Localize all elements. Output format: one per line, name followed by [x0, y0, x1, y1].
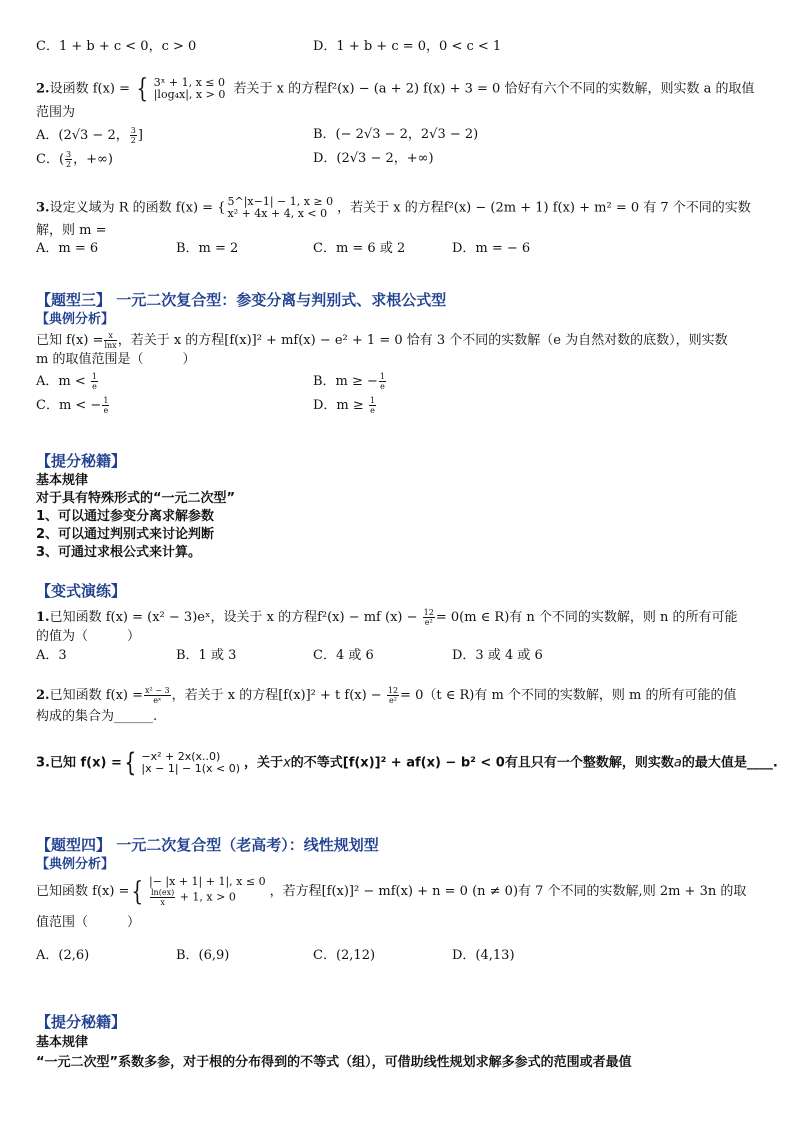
piecewise-cases	[154, 77, 226, 101]
question-text-cont: ，若关于 x 的方程f²(x) − (2m + 1) f(x) + m² = 0 有 7 个不同的实数	[337, 200, 751, 216]
piecewise-cases: −x² + 2x(x..0) |x − 1| − 1(x < 0)	[141, 750, 241, 775]
option-a: A．(2,6)	[36, 948, 90, 963]
section-title-type3: 【题型三】 一元二次复合型：参变分离与判别式、求根公式型	[36, 291, 447, 309]
section-title-type4: 【题型四】 一元二次复合型（老高考）：线性规划型	[36, 836, 379, 854]
variant-question-2: 2.已知函数 f(x) = $\frac{\text{x² − 3}}{\text{eˣ}}$ ，若关于 x 的方程[f(x)]² + t f(x) − $\frac{12}{\text{e²}}$ = 0（t ∈ R)有 m 个不同的实数解，则 m 的所有可能的值	[36, 686, 737, 705]
option-c: C．4 或 6	[313, 648, 374, 663]
variant-question-1-cont: 的值为（ ）	[36, 629, 141, 644]
variant-question-1: 1.已知函数 f(x) = (x² − 3)eˣ，设关于 x 的方程f²(x) − mf (x) − $\frac{12}{\text{e²}}$ = 0(m ∈ R)有 n 个不同的实数解，则 n 的所有可能	[36, 608, 738, 627]
fraction: $\frac{1}{e}$	[369, 396, 376, 415]
question-text-cont: ，若关于 x 的方程[f(x)]² + mf(x) − e² + 1 = 0 恰有 3 个不同的实数解（e 为自然对数的底数），则实数	[117, 333, 728, 348]
example-question-cont: m 的取值范围是（ ）	[36, 352, 196, 367]
option-a: A．m < $\frac{1}{e}$	[36, 372, 97, 391]
option-c: C．m < − $\frac{1}{e}$	[36, 396, 109, 415]
option-b: B．(6,9)	[176, 948, 230, 963]
question-number: 2.	[36, 81, 50, 97]
fraction: $\frac{12}{\text{e²}}$	[423, 608, 434, 627]
variant-question-3: 3.已知 f(x) ={ −x² + 2x(x..0) |x − 1| − 1(x < 0) ，关于x的不等式[f(x)]² + af(x) − b² < 0有且只有一个整数解，则实数a的最大值是____.	[36, 748, 778, 778]
example-question-cont: 值范围（ ）	[36, 915, 141, 930]
option-c: C．m = 6 或 2	[313, 241, 406, 256]
option-b: B．m ≥ − $\frac{1}{e}$	[313, 372, 386, 391]
fraction: $\frac{1}{e}$	[91, 372, 97, 391]
option-a: A．m = 6	[36, 241, 99, 256]
tips-line: 基本规律	[36, 473, 89, 488]
section-title-tips: 【提分秘籍】	[36, 1013, 127, 1031]
section-title-tips: 【提分秘籍】	[36, 452, 127, 470]
fraction: $\frac{1}{e}$	[379, 372, 386, 391]
tips-line: 3、可通过求根公式来计算。	[36, 545, 202, 560]
variant-question-2-cont: 构成的集合为______.	[36, 709, 158, 724]
question-3	[36, 196, 751, 220]
fraction: $\frac{3}{2}$	[130, 126, 136, 145]
option-c: C．( $\frac{3}{2}$ ，+∞)	[36, 150, 113, 169]
piecewise-cases	[227, 196, 333, 220]
option-c: C．1 + b + c < 0，c > 0	[36, 39, 197, 54]
option-d: D．(2√3 − 2，+∞)	[313, 151, 434, 166]
question-number: 3.	[36, 200, 50, 216]
piecewise-brace: {	[131, 876, 144, 907]
fraction: $\frac{x}{\ln x}$	[104, 331, 117, 350]
question-text: 设定义域为 R 的函数 f(x) = {	[49, 200, 226, 216]
case-2: x² + 4x + 4, x < 0	[227, 207, 328, 220]
option-a: A．3	[36, 648, 67, 663]
question-2	[36, 76, 754, 102]
question-2-cont: 范围为	[36, 105, 76, 120]
piecewise-cases: |− |x + 1| + 1|, x ≤ 0 $\frac{\ln(ex)}{x}$ + 1, x > 0	[149, 875, 266, 907]
option-d: D．m = − 6	[452, 241, 531, 256]
subheading-example: 【典例分析】	[36, 857, 115, 872]
question-text-cont: 若关于 x 的方程f²(x) − (a + 2) f(x) + 3 = 0 恰好有六个不同的实数解，则实数 a 的取值	[229, 81, 755, 97]
option-d: D．(4,13)	[452, 948, 515, 963]
tips-line: 2、可以通过判别式来讨论判断	[36, 527, 215, 542]
question-text: 设函数 f(x) =	[49, 81, 131, 97]
fraction: $\frac{3}{2}$	[66, 150, 72, 169]
option-b: B．(− 2√3 − 2，2√3 − 2)	[313, 127, 479, 142]
question-3-cont: 解，则 m =	[36, 223, 107, 238]
option-b: B．1 或 3	[176, 648, 237, 663]
tips-line: 基本规律	[36, 1035, 89, 1050]
option-d: D．3 或 4 或 6	[452, 648, 543, 663]
fraction: $\frac{1}{e}$	[103, 396, 109, 415]
option-d: D．m ≥ $\frac{1}{e}$	[313, 396, 376, 415]
option-b: B．m = 2	[176, 241, 239, 256]
option-c: C．(2,12)	[313, 948, 376, 963]
option-a: A．(2√3 − 2， $\frac{3}{2}$ ]	[36, 126, 143, 145]
tips-line: 对于具有特殊形式的“一元二次型”	[36, 491, 236, 506]
fraction: $\frac{12}{\text{e²}}$	[387, 686, 399, 705]
piecewise-brace: {	[124, 748, 136, 778]
tips-line: “一元二次型”系数多参，对于根的分布得到的不等式（组），可借助线性规划求解多参式的范围或者最值	[36, 1055, 632, 1070]
subheading-example: 【典例分析】	[36, 312, 115, 327]
example-question	[36, 331, 728, 350]
piecewise-brace: {	[136, 74, 149, 104]
tips-line: 1、可以通过参变分离求解参数	[36, 509, 215, 524]
example-question: 已知函数 f(x) ={ |− |x + 1| + 1|, x ≤ 0 $\frac{\ln(ex)}{x}$ + 1, x > 0 ，若方程[f(x)]² − mf(x) + n = 0 (n ≠ 0)有 7 个不同的实数解,则 2m + 3n 的取	[36, 875, 747, 907]
section-title-variants: 【变式演练】	[36, 582, 127, 600]
fraction: $\frac{\text{x² − 3}}{\text{eˣ}}$	[145, 686, 170, 705]
case-2: |log₄x|, x > 0	[153, 88, 226, 101]
case-1: 3ˣ + 1, x ≤ 0	[153, 76, 225, 89]
option-c-text: C．(	[36, 152, 65, 167]
question-text: 已知 f(x) =	[36, 333, 104, 348]
option-a-text: A．(2√3 − 2，	[36, 128, 129, 143]
case-1: 5^|x−1| − 1, x ≥ 0	[227, 195, 334, 208]
option-d: D．1 + b + c = 0，0 < c < 1	[313, 39, 502, 54]
